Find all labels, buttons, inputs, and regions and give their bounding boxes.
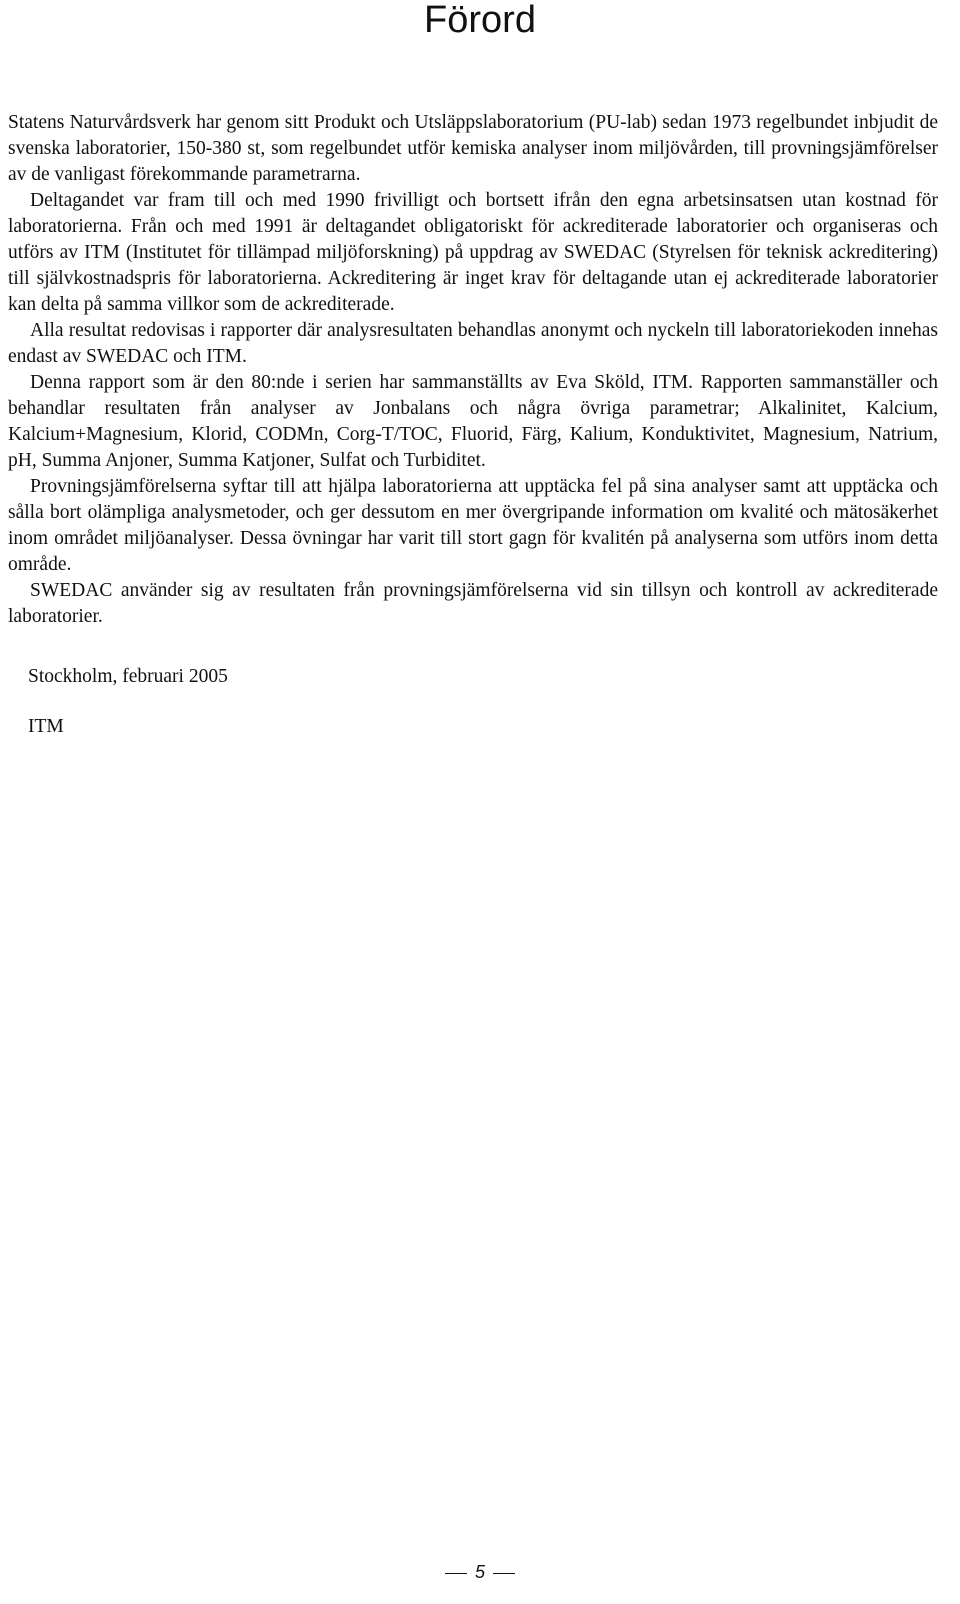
page-number: 5 bbox=[474, 1562, 485, 1582]
place-date: Stockholm, februari 2005 bbox=[28, 666, 228, 687]
signature: ITM bbox=[28, 716, 64, 737]
preface-body bbox=[8, 110, 938, 630]
paragraph-participation: Deltagandet var fram till och med 1990 frivilligt och bortsett ifrån den egna arbetsinsatsen utan kostnad för laboratorierna. Från och med 1991 är deltagandet obligatoriskt för ackrediterade laboratorier och organiseras och utförs av ITM (Institutet för tillämpad miljöforskning) på uppdrag av SWEDAC (Styrelsen för teknisk ackreditering) till självkostnadspris för laboratorierna. Ackreditering är inget krav för deltagande utan ej ackrediterade laboratorier kan delta på samma villkor som de ackrediterade. bbox=[8, 190, 938, 315]
paragraph-swedac: SWEDAC använder sig av resultaten från provningsjämförelserna vid sin tillsyn och kontroll av ackrediterade laboratorier. bbox=[8, 580, 938, 627]
paragraph-results: Alla resultat redovisas i rapporter där analysresultaten behandlas anonymt och nyckeln till laboratoriekoden innehas endast av SWEDAC och ITM. bbox=[8, 320, 938, 367]
page-footer bbox=[0, 1562, 960, 1582]
paragraph-report: Denna rapport som är den 80:nde i serien har sammanställts av Eva Sköld, ITM. Rapporten sammanställer och behandlar resultaten från analyser av Jonbalans och några övriga parametrar; Alkalinitet, Kalcium, Kalcium+Magnesium, Klorid, CODMn, Corg-T/TOC, Fluorid, Färg, Kalium, Konduktivitet, Magnesium, Natrium, pH, Summa Anjoner, Summa Katjoner, Sulfat och Turbiditet. bbox=[8, 372, 938, 471]
footer-dash-left bbox=[445, 1573, 467, 1574]
footer-dash-right bbox=[493, 1573, 515, 1574]
paragraph-intro: Statens Naturvårdsverk har genom sitt Produkt och Utsläppslaboratorium (PU-lab) sedan 1973 regelbundet inbjudit de svenska laboratorier, 150-380 st, som regelbundet utför kemiska analyser inom miljövården, till provningsjämförelser av de vanligast förekommande parametrarna. bbox=[8, 112, 938, 185]
paragraph-purpose: Provningsjämförelserna syftar till att hjälpa laboratorierna att upptäcka fel på sina analyser samt att upptäcka och sålla bort olämpliga analysmetoder, och ger dessutom en mer övergripande information om kvalité och mätosäkerhet inom området miljöanalyser. Dessa övningar har varit till stort gagn för kvalitén på analyserna som utförs inom detta område. bbox=[8, 476, 938, 575]
page-title: Förord bbox=[424, 0, 536, 41]
